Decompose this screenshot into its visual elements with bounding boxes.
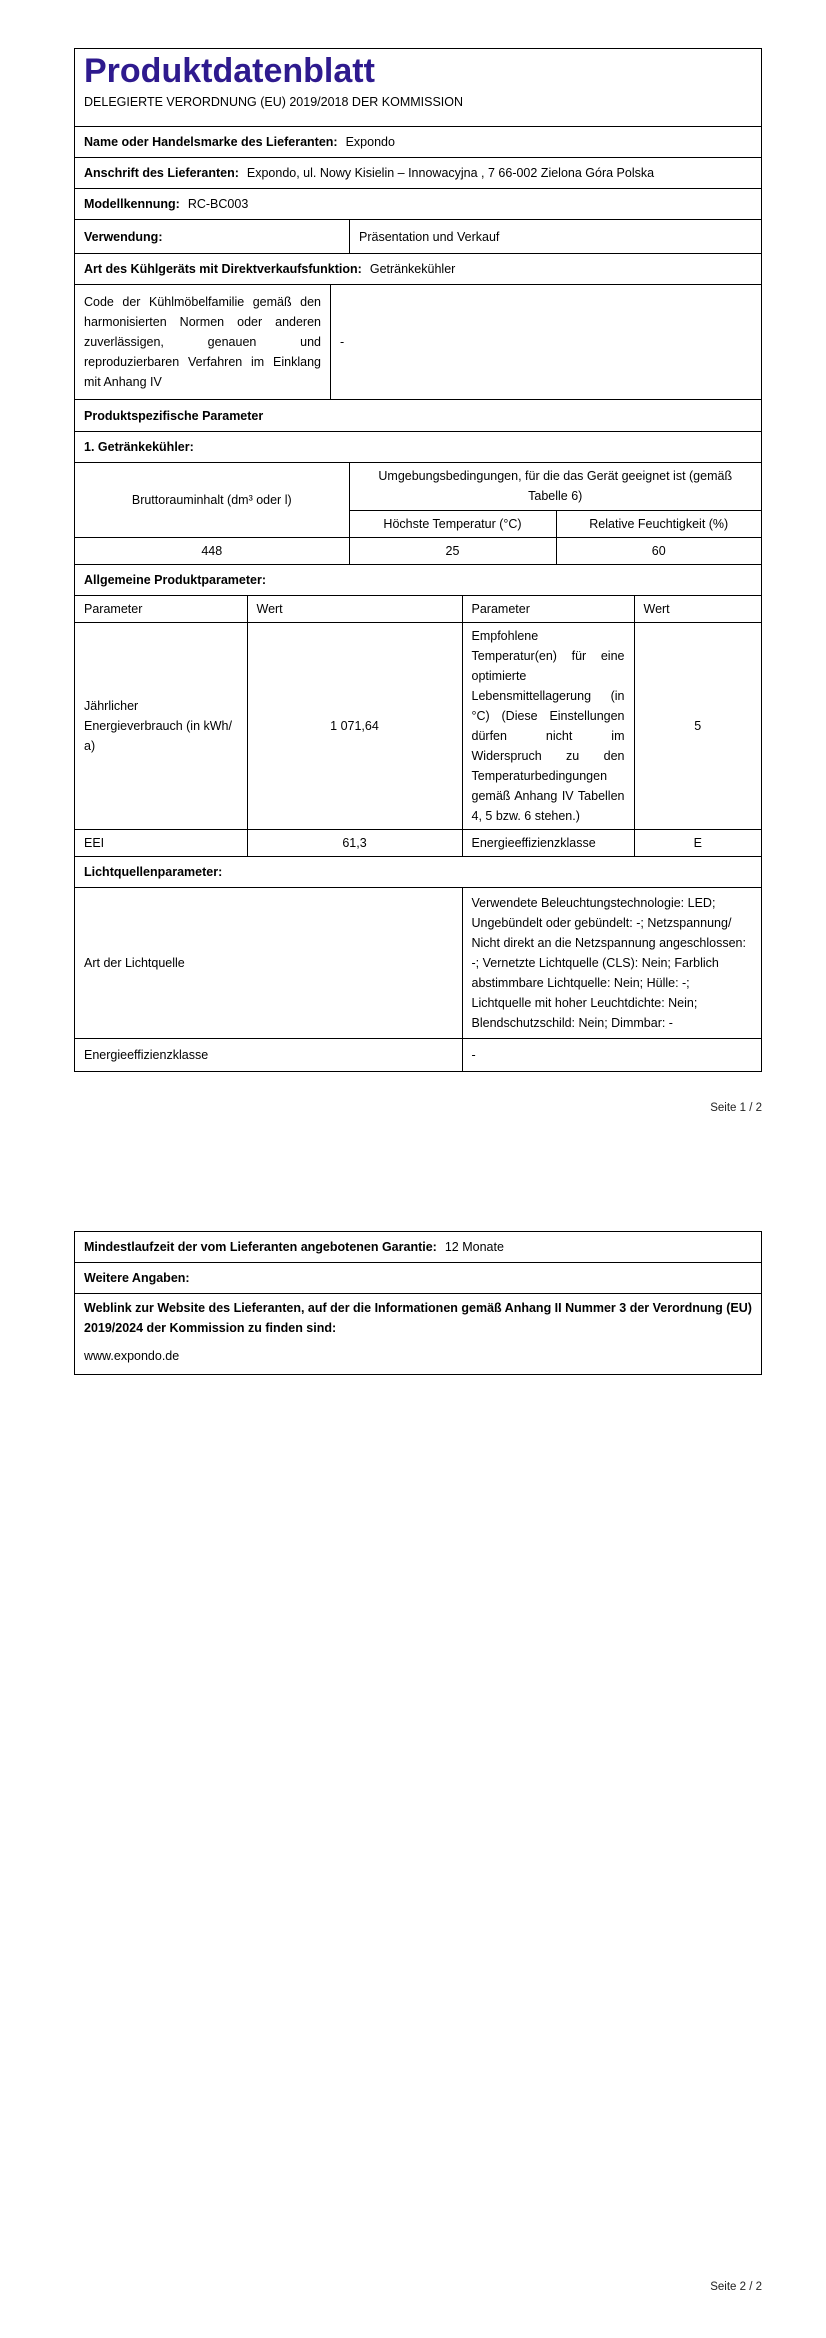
humidity-label: Relative Feuchtigkeit (%) [556, 510, 761, 537]
beverage-cooler-table [75, 463, 761, 565]
product-params-heading: Produktspezifische Parameter [75, 400, 761, 432]
col-header-value-1: Wert [247, 596, 462, 623]
appliance-type-label: Art des Kühlgeräts mit Direktverkaufsfunktion: [84, 262, 362, 276]
weblink-value[interactable]: www.expondo.de [84, 1349, 180, 1363]
eei-value: 61,3 [247, 830, 462, 857]
page-1-footer: Seite 1 / 2 [710, 1102, 762, 1114]
page-2-footer: Seite 2 / 2 [710, 2281, 762, 2293]
supplier-name-row [75, 127, 761, 158]
recommended-temp-label: Empfohlene Temperatur(en) für eine optimierte Lebensmittellagerung (in °C) (Diese Einstellungen dürfen nicht im Widerspruch zu den Temperaturbedingungen gemäß Anhang IV Tabellen 4, 5 bzw. 6 stehen.) [462, 623, 634, 830]
energy-consumption-value: 1 071,64 [247, 623, 462, 830]
general-params-heading: Allgemeine Produktparameter: [75, 565, 761, 596]
humidity-value: 60 [556, 538, 761, 565]
col-header-param-1: Parameter [75, 596, 247, 623]
usage-row [75, 220, 761, 254]
max-temp-label: Höchste Temperatur (°C) [349, 510, 556, 537]
code-label: Code der Kühlmöbelfamilie gemäß den harmonisierten Normen oder anderen zuverlässigen, genauen und reproduzierbaren Verfahren im Einklang mit Anhang IV [75, 285, 331, 399]
supplier-name-value: Expondo [345, 135, 395, 149]
gross-volume-label: Bruttorauminhalt (dm³ oder l) [75, 463, 349, 538]
max-temp-value: 25 [349, 538, 556, 565]
light-source-heading: Lichtquellenparameter: [75, 857, 761, 888]
usage-label: Verwendung: [75, 220, 350, 253]
energy-class-value: E [634, 830, 761, 857]
page-title: Produktdatenblatt [84, 52, 375, 90]
gross-volume-value: 448 [75, 538, 349, 565]
light-energy-class-label: Energieeffizienzklasse [75, 1039, 462, 1072]
light-source-type-label: Art der Lichtquelle [75, 888, 462, 1039]
warranty-label: Mindestlaufzeit der vom Lieferanten angebotenen Garantie: [84, 1240, 437, 1254]
appliance-type-value: Getränkekühler [369, 262, 456, 276]
weblink-row [75, 1294, 761, 1374]
warranty-row [75, 1232, 761, 1263]
header-block [75, 49, 761, 127]
light-energy-class-value: - [462, 1039, 761, 1072]
model-label: Modellkennung: [84, 197, 180, 211]
general-params-table [75, 596, 761, 857]
code-value: - [340, 335, 345, 349]
weblink-label: Weblink zur Website des Lieferanten, auf der die Informationen gemäß Anhang II Nummer 3 der Verordnung (EU) 2019/2024 der Kommission zu finden sind: [84, 1301, 752, 1335]
eei-label: EEI [75, 830, 247, 857]
supplier-address-row [75, 158, 761, 189]
usage-value: Präsentation und Verkauf [359, 229, 500, 244]
col-header-param-2: Parameter [462, 596, 634, 623]
light-source-type-value: Verwendete Beleuchtungstechnologie: LED; Ungebündelt oder gebündelt: -; Netzspannung/ Nicht direkt an die Netzspannung angeschlossen: -; Vernetzte Lichtquelle (CLS): Nein; Farblich abstimmbare Lichtquelle: Nein; Hülle: -; Lichtquelle mit hoher Leuchtdichte: Nein; Blendschutzschild: Nein; Dimmbar: - [462, 888, 761, 1039]
warranty-value: 12 Monate [444, 1240, 504, 1254]
code-row [75, 285, 761, 400]
recommended-temp-value: 5 [634, 623, 761, 830]
ambient-label: Umgebungsbedingungen, für die das Gerät geeignet ist (gemäß Tabelle 6) [349, 463, 761, 510]
supplier-address-value: Expondo, ul. Nowy Kisielin – Innowacyjna , 7 66-002 Zielona Góra Polska [246, 166, 655, 180]
further-info-heading: Weitere Angaben: [75, 1263, 761, 1294]
regulation-subtitle: DELEGIERTE VERORDNUNG (EU) 2019/2018 DER KOMMISSION [84, 95, 464, 109]
light-source-table [75, 888, 761, 1071]
beverage-cooler-heading: 1. Getränkekühler: [75, 432, 761, 463]
model-row [75, 189, 761, 220]
page-2-sheet [74, 1231, 762, 1375]
energy-consumption-label: Jährlicher Energieverbrauch (in kWh/ a) [75, 623, 247, 830]
appliance-type-row [75, 254, 761, 285]
supplier-name-label: Name oder Handelsmarke des Lieferanten: [84, 135, 338, 149]
col-header-value-2: Wert [634, 596, 761, 623]
supplier-address-label: Anschrift des Lieferanten: [84, 166, 239, 180]
page-1-sheet [74, 48, 762, 1072]
model-value: RC-BC003 [187, 197, 249, 211]
energy-class-label: Energieeffizienzklasse [462, 830, 634, 857]
